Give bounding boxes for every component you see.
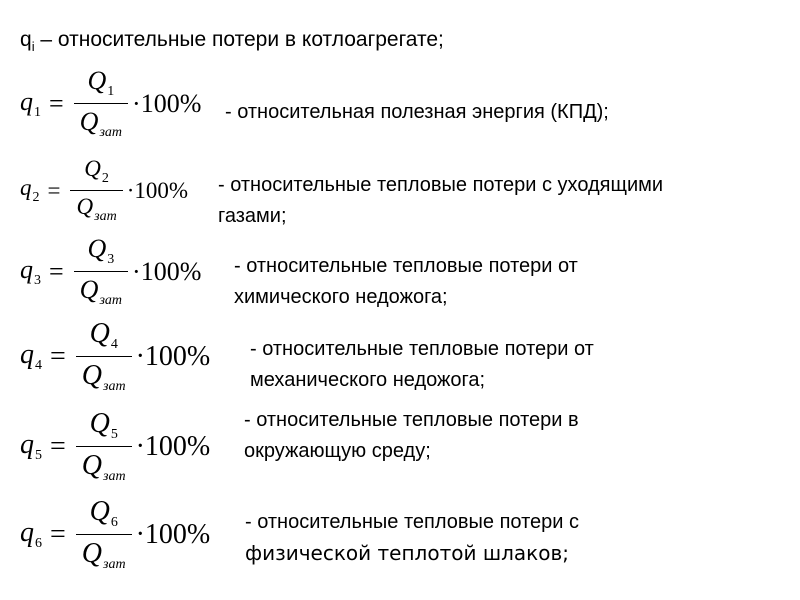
title-subscript: i [31, 39, 35, 55]
description-q4 [250, 334, 594, 396]
description-line: - относительные тепловые потери от [250, 338, 594, 360]
percent-multiplier: ·100% [132, 88, 202, 118]
formula-q2 [20, 156, 188, 225]
fraction [70, 156, 122, 225]
description-line: - относительная полезная энергия (КПД); [225, 101, 609, 123]
fraction-numerator: $Q_3$ [87, 234, 115, 267]
percent-multiplier: ·100% [132, 256, 202, 286]
fraction-denominator: $Q_{зат}$ [76, 534, 132, 573]
equals-sign: = [50, 340, 66, 372]
formula-q4 [20, 318, 210, 395]
fraction [76, 318, 132, 395]
percent-multiplier: ·100% [135, 430, 211, 462]
fraction-numerator: $Q_2$ [84, 156, 109, 186]
description-line: - относительные тепловые потери с [245, 511, 579, 533]
description-line: газами; [218, 205, 287, 227]
fraction [76, 496, 132, 573]
fraction-denominator: $Q_{зат}$ [76, 356, 132, 395]
description-q2 [218, 170, 663, 232]
fraction-denominator: $Q_{зат}$ [76, 446, 132, 485]
title-text: – относительные потери в котлоагрегате; [34, 28, 444, 51]
formula-q5 [20, 408, 210, 485]
fraction [74, 234, 128, 309]
equals-sign: = [49, 256, 64, 286]
description-line: - относительные тепловые потери с уходящими [218, 174, 664, 196]
formula-lhs: $q_2$ [20, 175, 40, 205]
percent-multiplier: ·100% [126, 177, 189, 203]
fraction-denominator: $Q_{зат}$ [74, 271, 128, 309]
formula-lhs: $q_5$ [20, 429, 42, 463]
percent-multiplier: ·100% [135, 518, 211, 550]
fraction-numerator: $Q_1$ [87, 66, 115, 99]
description-q5 [244, 405, 579, 467]
equals-sign: = [49, 88, 64, 118]
description-line: - относительные тепловые потери в [244, 409, 579, 431]
fraction-numerator: $Q_6$ [89, 496, 118, 530]
fraction-numerator: $Q_4$ [89, 318, 118, 352]
page-title [20, 28, 444, 54]
formula-q1 [20, 66, 201, 141]
fraction-numerator: $Q_5$ [89, 408, 118, 442]
formula-lhs: $q_1$ [20, 86, 41, 120]
formula-lhs: $q_3$ [20, 254, 41, 288]
fraction-denominator: $Q_{зат}$ [74, 103, 128, 141]
description-q1 [225, 97, 609, 128]
description-q6 [245, 507, 579, 569]
formula-lhs: $q_6$ [20, 517, 42, 551]
fraction-denominator: $Q_{зат}$ [70, 190, 122, 225]
description-q3 [234, 251, 578, 313]
description-line: - относительные тепловые потери от [234, 255, 578, 277]
percent-multiplier: ·100% [135, 340, 211, 372]
title-symbol: q [20, 28, 32, 51]
formula-q3 [20, 234, 201, 309]
equals-sign: = [50, 430, 66, 462]
formula-q6 [20, 496, 210, 573]
description-line: механического недожога; [250, 369, 486, 391]
description-line: окружающую среду; [244, 440, 431, 462]
fraction [76, 408, 132, 485]
formula-lhs: $q_4$ [20, 339, 42, 373]
description-line: физической теплотой шлаков; [245, 541, 569, 565]
fraction [74, 66, 128, 141]
equals-sign: = [50, 518, 66, 550]
equals-sign: = [47, 177, 61, 203]
description-line: химического недожога; [234, 286, 448, 308]
